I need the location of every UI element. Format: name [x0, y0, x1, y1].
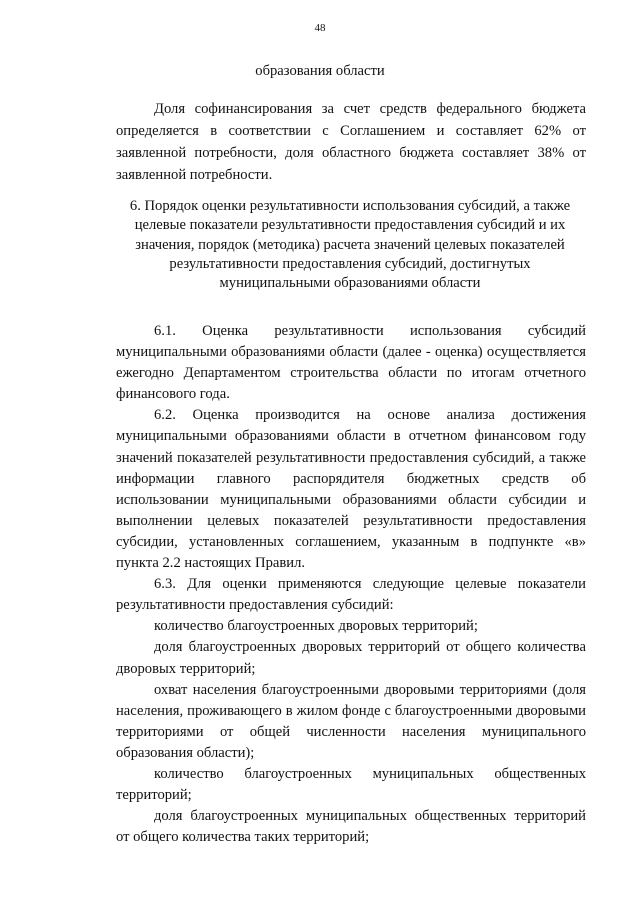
paragraph-6-2: 6.2. Оценка производится на основе анализа достижения муниципальными образованиями области в отчетном финансовом году значений показателей результативности предоставления субсидий, а также информации главного распорядителя бюджетных средств об использовании муниципальными образованиями области субсидии и выполнении целевых показателей результативности предоставления субсидии, установленных соглашением, указанным в подпункте «в» пункта 2.2 настоящих Правил.: [116, 407, 586, 572]
section-heading: 6. Порядок оценки результативности использования субсидий, а также целевые показатели результативности предоставления субсидий и их значения, порядок (методика) расчета значений целевых показателей результативности предоставления субсидий, достигнутых муниципальными образованиями области: [129, 198, 571, 292]
page-number: 48: [314, 22, 326, 34]
indicator-item: доля благоустроенных муниципальных общественных территорий от общего количества таких территорий;: [116, 808, 586, 846]
section-body: [116, 321, 586, 848]
paragraph-6-1: 6.1. Оценка результативности использования субсидий муниципальными образованиями области (далее - оценка) осуществляется ежегодно Департаментом строительства области по итогам отчетного финансового года.: [116, 323, 586, 403]
indicator-item: количество благоустроенных муниципальных общественных территорий;: [116, 765, 586, 804]
paragraph-6-3: 6.3. Для оценки применяются следующие целевые показатели результативности предоставления субсидий:: [116, 576, 586, 614]
indicator-item: охват населения благоустроенными дворовыми территориями (доля населения, проживающего в жилом фонде с благоустроенными дворовыми территориями от общей численности населения муниципального образования области);: [116, 681, 586, 761]
continuation-line: образования области: [255, 63, 385, 79]
indicator-item: количество благоустроенных дворовых территорий;: [154, 618, 478, 635]
intro-paragraph: Доля софинансирования за счет средств федерального бюджета определяется в соответствии с Соглашением и составляет 62% от заявленной потребности, доля областного бюджета составляет 38% от заявленной потребности.: [116, 101, 586, 183]
indicator-item: доля благоустроенных дворовых территорий от общего количества дворовых территорий;: [116, 639, 586, 677]
